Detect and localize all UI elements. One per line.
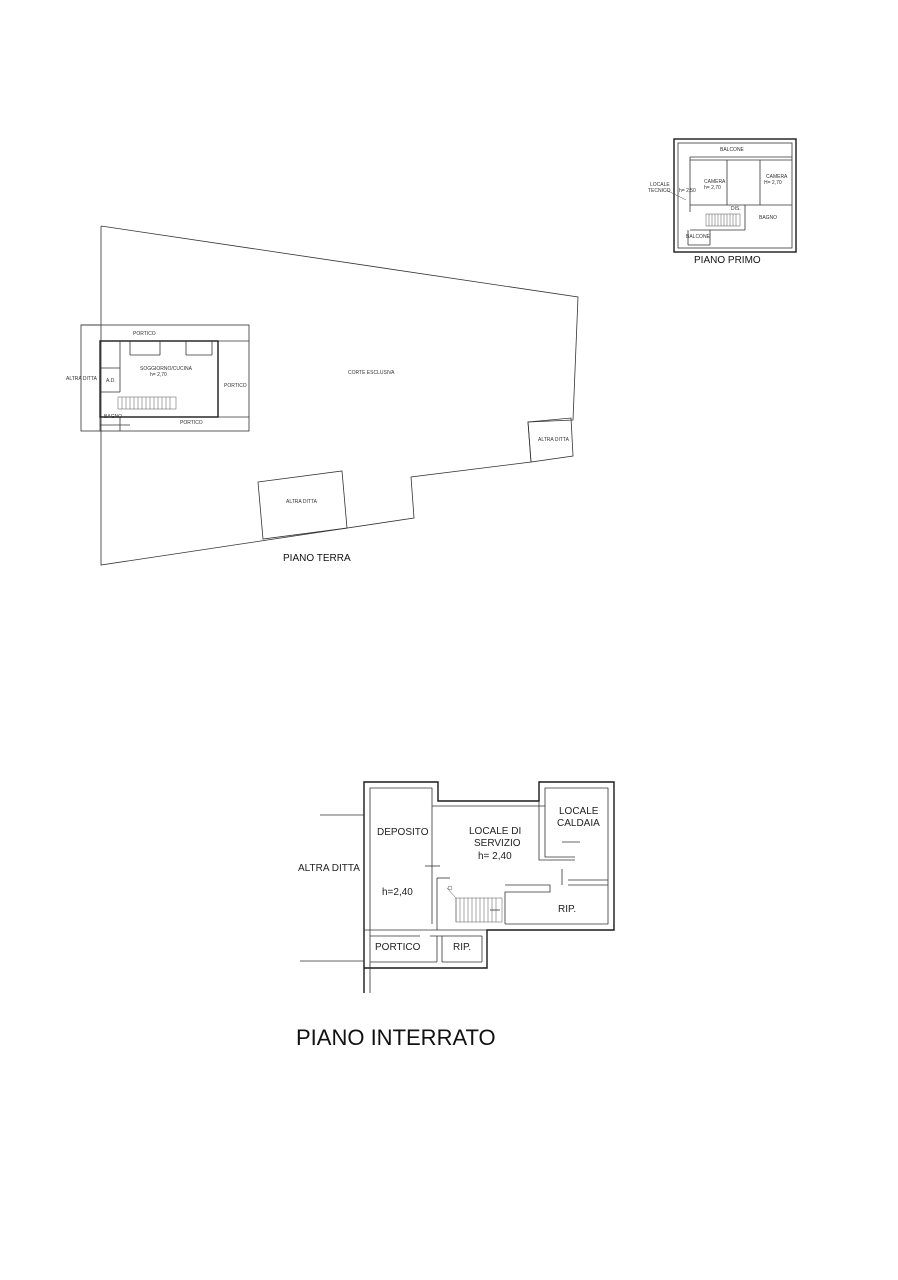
piano-terra-title: PIANO TERRA — [283, 553, 351, 564]
label-locale-servizio-2: SERVIZIO — [474, 838, 521, 849]
label-balcone-top: BALCONE — [720, 147, 744, 153]
piano-interrato-plan — [296, 782, 614, 1050]
label-rip-right: RIP. — [558, 904, 577, 915]
label-deposito: DEPOSITO — [377, 827, 429, 838]
label-locale-tecnico-2: TECNICO — [648, 188, 671, 194]
label-locale-caldaia-2: CALDAIA — [557, 818, 600, 829]
label-bagno-terra: BAGNO — [104, 414, 123, 420]
label-portico-right: PORTICO — [224, 383, 247, 389]
label-locale-servizio-1: LOCALE DI — [469, 826, 522, 837]
label-soggiorno-h: h= 2,70 — [150, 372, 167, 378]
piano-interrato-title: PIANO INTERRATO — [296, 1025, 496, 1050]
label-altra-ditta-bottom: ALTRA DITTA — [286, 499, 317, 505]
label-locale-tecnico-h: h= 2,50 — [679, 188, 696, 194]
altra-ditta-bottom-parcel — [258, 471, 347, 539]
piano-primo-plan — [648, 139, 796, 266]
piano-terra-house-walls — [100, 341, 218, 417]
label-locale-servizio-h: h= 2,40 — [478, 851, 512, 862]
label-camera-right-h: H= 2,70 — [764, 180, 782, 186]
piano-primo-inner-wall — [678, 143, 792, 248]
label-ad: A.D. — [106, 378, 116, 384]
label-corte-esclusiva: CORTE ESCLUSIVA — [348, 370, 395, 376]
label-deposito-h: h=2,40 — [382, 887, 413, 898]
label-locale-caldaia-1: LOCALE — [559, 806, 599, 817]
label-bagno-primo: BAGNO — [759, 215, 778, 221]
label-portico-bottom: PORTICO — [180, 420, 203, 426]
label-camera-left-h: h= 2,70 — [704, 185, 721, 191]
label-altra-ditta-left: ALTRA DITTA — [66, 376, 97, 382]
label-rip-bottom: RIP. — [453, 942, 472, 953]
piano-primo-title: PIANO PRIMO — [694, 255, 761, 266]
label-altra-ditta-right: ALTRA DITTA — [538, 437, 569, 443]
piano-primo-stairs — [706, 214, 740, 226]
label-camera-right: CAMERA — [766, 174, 788, 180]
label-balcone-bottom: BALCONE — [686, 234, 710, 240]
piano-interrato-stairs — [447, 886, 502, 922]
label-disimpegno: DIS. — [731, 206, 741, 212]
label-altra-ditta: ALTRA DITTA — [298, 863, 360, 874]
piano-terra-stairs — [118, 397, 176, 409]
label-camera-left: CAMERA — [704, 179, 726, 185]
label-locale-tecnico-1: LOCALE — [650, 182, 670, 188]
corte-esclusiva-outline — [101, 226, 578, 565]
label-portico-top: PORTICO — [133, 331, 156, 337]
label-soggiorno: SOGGIORNO/CUCINA — [140, 366, 192, 372]
label-portico: PORTICO — [375, 942, 421, 953]
piano-terra-plan — [66, 226, 578, 565]
